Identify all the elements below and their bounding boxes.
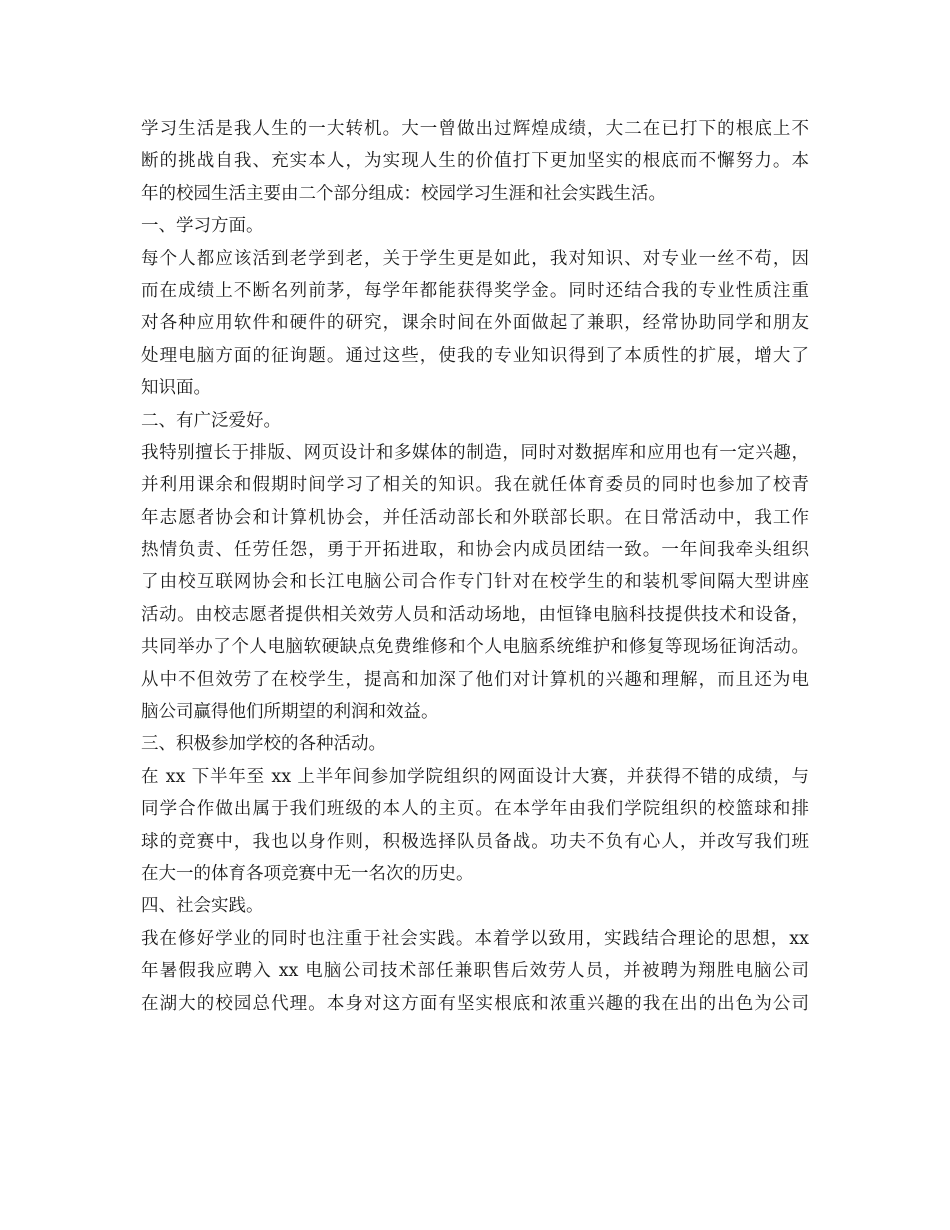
text-line: 热情负责、任劳任怨，勇于开拓进取，和协会内成员团结一致。一年间我牵头组织 xyxy=(141,540,809,561)
text-line: 并利用课余和假期时间学习了相关的知识。我在就任体育委员的同时也参加了校青 xyxy=(141,475,809,496)
text-line: 在湖大的校园总代理。本身对这方面有坚实根底和浓重兴趣的我在出的出色为公司 xyxy=(141,993,809,1014)
text-line: 我特别擅长于排版、网页设计和多媒体的制造，同时对数据库和应用也有一定兴趣， xyxy=(141,442,809,463)
text-line: 同学合作做出属于我们班级的本人的主页。在本学年由我们学院组织的校篮球和排 xyxy=(141,799,809,820)
text-line: 三、积极参加学校的各种活动。 xyxy=(141,734,386,755)
text-line: 了由校互联网协会和长江电脑公司合作专门针对在校学生的和装机零间隔大型讲座 xyxy=(141,572,809,593)
text-line: 年暑假我应聘入 xx 电脑公司技术部任兼职售后效劳人员，并被聘为翔胜电脑公司 xyxy=(141,961,809,982)
text-line: 从中不但效劳了在校学生，提高和加深了他们对计算机的兴趣和理解，而且还为电 xyxy=(141,669,809,690)
text-line: 球的竞赛中，我也以身作则，积极选择队员备战。功夫不负有心人，并改写我们班 xyxy=(141,831,809,852)
text-line: 二、有广泛爱好。 xyxy=(141,410,281,431)
text-line: 年的校园生活主要由二个部分组成：校园学习生涯和社会实践生活。 xyxy=(141,183,666,204)
text-line: 而在成绩上不断名列前茅，每学年都能获得奖学金。同时还结合我的专业性质注重 xyxy=(141,280,809,301)
text-line: 在 xx 下半年至 xx 上半年间参加学院组织的网面设计大赛，并获得不错的成绩，与 xyxy=(141,766,809,787)
text-line: 在大一的体育各项竞赛中无一名次的历史。 xyxy=(141,863,474,884)
text-line: 年志愿者协会和计算机协会，并任活动部长和外联部长职。在日常活动中，我工作 xyxy=(141,507,809,528)
text-line: 一、学习方面。 xyxy=(141,216,264,237)
text-line: 学习生活是我人生的一大转机。大一曾做出过辉煌成绩，大二在已打下的根底上不 xyxy=(141,119,809,139)
text-line: 四、社会实践。 xyxy=(141,896,264,917)
text-line: 知识面。 xyxy=(141,378,211,399)
text-line: 断的挑战自我、充实本人，为实现人生的价值打下更加坚实的根底而不懈努力。本 xyxy=(141,151,809,172)
text-line: 活动。由校志愿者提供相关效劳人员和活动场地，由恒锋电脑科技提供技术和设备， xyxy=(141,604,809,625)
text-line: 对各种应用软件和硬件的研究，课余时间在外面做起了兼职，经常协助同学和朋友 xyxy=(141,313,809,334)
text-line: 共同举办了个人电脑软硬缺点免费维修和个人电脑系统维护和修复等现场征询活动。 xyxy=(141,637,809,658)
document-body xyxy=(141,113,809,1020)
text-line: 我在修好学业的同时也注重于社会实践。本着学以致用，实践结合理论的思想，xx xyxy=(141,928,809,949)
text-line: 处理电脑方面的征询题。通过这些，使我的专业知识得到了本质性的扩展，增大了 xyxy=(141,345,809,366)
text-line: 脑公司赢得他们所期望的利润和效益。 xyxy=(141,702,439,723)
text-line: 每个人都应该活到老学到老，关于学生更是如此，我对知识、对专业一丝不苟，因 xyxy=(141,248,809,269)
